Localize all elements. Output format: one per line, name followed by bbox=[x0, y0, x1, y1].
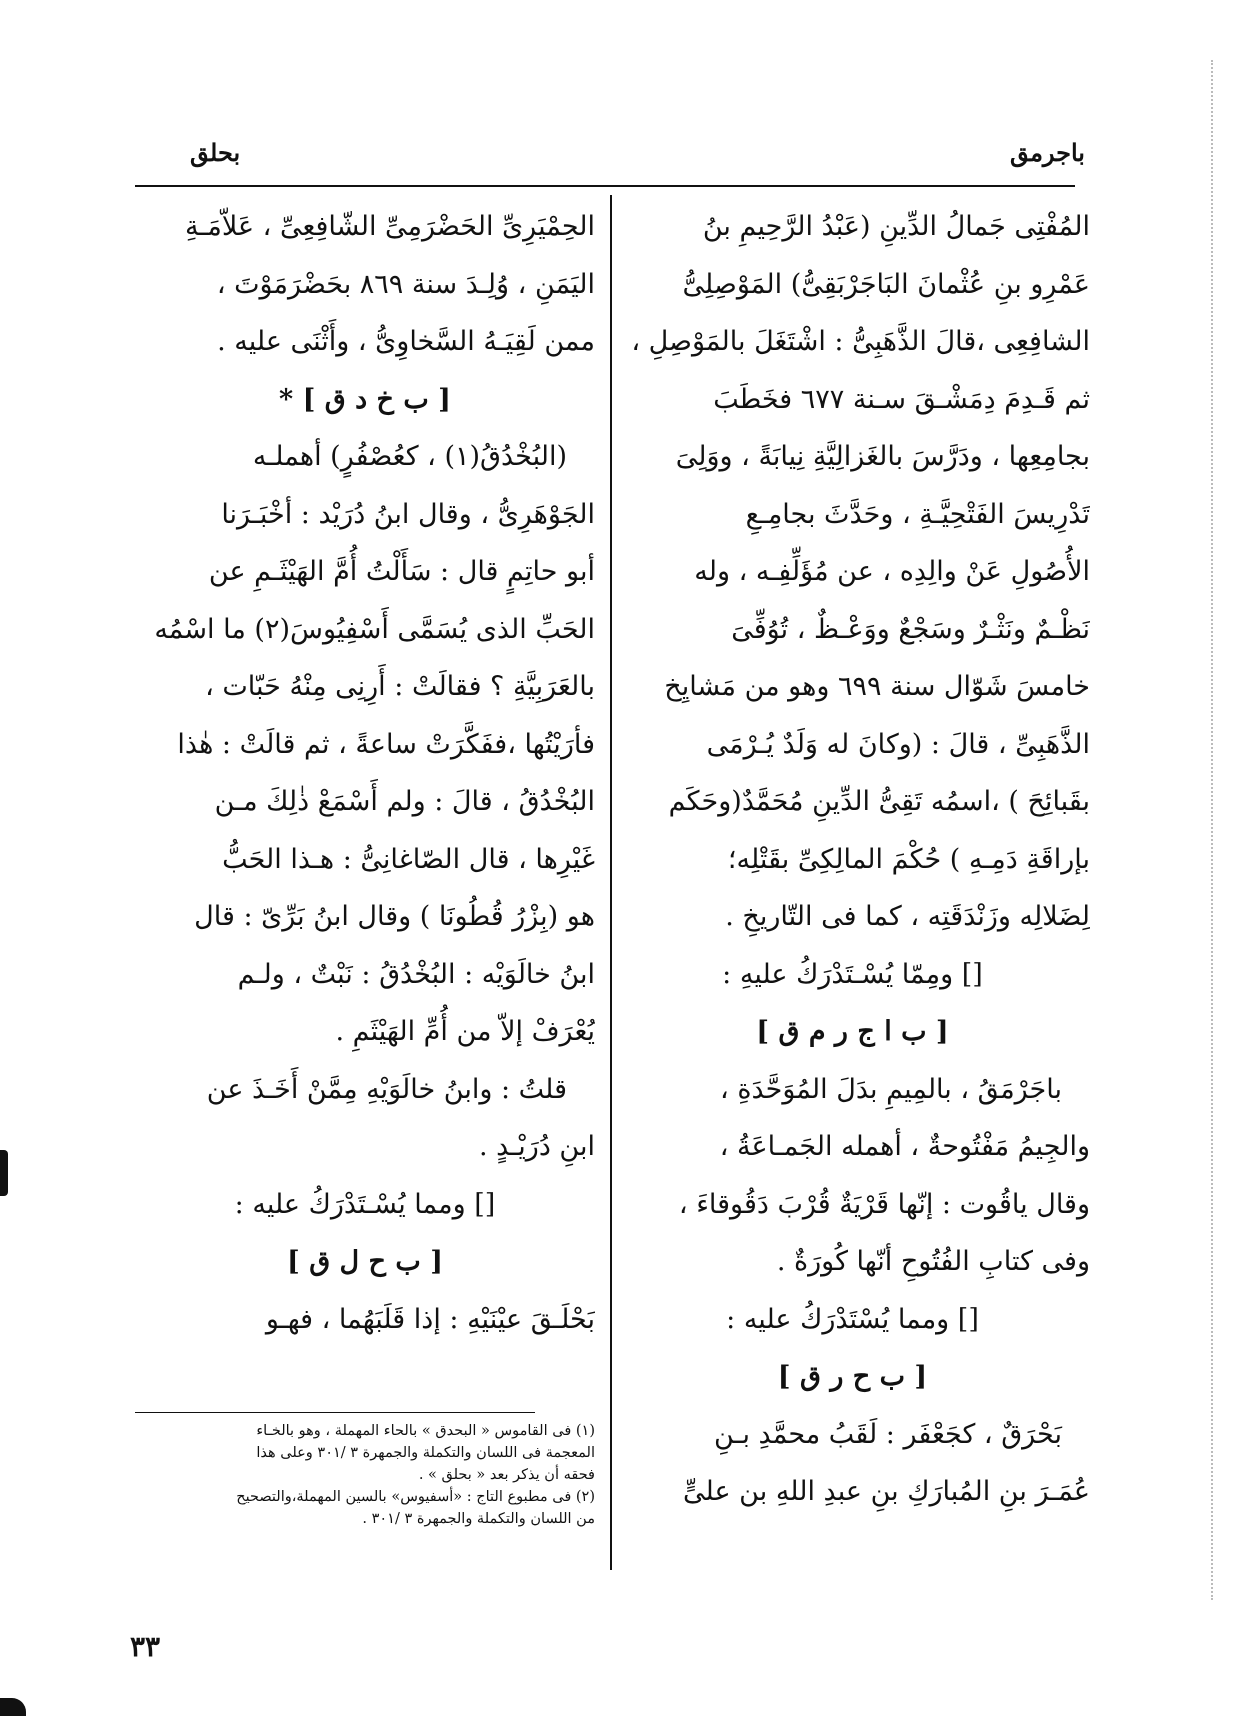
entry-heading: [ ب ح ر ق ] bbox=[777, 1361, 928, 1392]
footnote-line: (٢) فى مطبوع التاج : «أسفيوس» بالسين المهملة،والتصحيح bbox=[236, 1489, 595, 1505]
text-line: (البُخْدُقُ(١) ، كعُصْفُرٍ) أهملـه bbox=[252, 441, 567, 472]
column-divider bbox=[610, 195, 612, 1570]
text-line: بَحْلَـقَ عيْنَيْهِ : إذا قَلَبَهُما ، فهـو bbox=[265, 1303, 595, 1335]
text-line: الحَبِّ الذى يُسَمَّى أَسْفِيُوسَ(٢) ما اسْمُه bbox=[154, 613, 595, 645]
margin-dotted-line bbox=[1211, 60, 1217, 1600]
footnote-line: المعجمة فى اللسان والتكملة والجمهرة ٣ /٣٠١ وعلى هذا bbox=[256, 1445, 595, 1461]
addendum-note: [] ومِمّا يُسْـتَدْرَكُ عليهِ : bbox=[722, 958, 983, 990]
text-line: الحِمْيَرِىِّ الحَضْرَمِىِّ الشّافِعِىِّ ، عَلاّمَـةِ bbox=[185, 211, 595, 242]
footnotes bbox=[135, 1420, 595, 1530]
text-line: غَيْرِها ، قال الصّاغانِىُّ : هـذا الحَبُّ bbox=[222, 843, 595, 875]
footnote-line: (١) فى القاموس « البحدق » بالحاء المهملة ، وهو بالخـاء bbox=[256, 1423, 595, 1439]
text-line: عُمَـرَ بنِ المُبارَكِ بنِ عبدِ اللهِ بن علىٍّ bbox=[683, 1476, 1090, 1507]
entry-heading: [ ب ا ج ر م ق ] bbox=[756, 1016, 949, 1047]
text-line: بجامِعِها ، ودَرَّسَ بالغَزالِيَّةِ نِيابَةً ، ووَلِىَ bbox=[675, 441, 1090, 472]
text-line: ابنُ خالَوَيْه : البُخْدُقُ : نَبْتٌ ، ولـم bbox=[237, 958, 595, 990]
header-rule bbox=[135, 185, 1075, 187]
text-line: المُفْتِى جَمالُ الدِّينِ (عَبْدُ الرَّحِيمِ بنُ bbox=[702, 211, 1090, 242]
text-line: لِضَلالِه وزَنْدَقَتِه ، كما فى التّاريخِ . bbox=[725, 901, 1090, 932]
footnote-rule bbox=[135, 1412, 535, 1413]
text-line: اليَمَنِ ، وُلِـدَ سنة ٨٦٩ بحَضْرَمَوْتَ ، bbox=[216, 268, 595, 300]
text-line: تَدْرِيسَ الفَتْحِيَّـةِ ، وحَدَّثَ بجامِـعِ bbox=[745, 498, 1090, 530]
footnote-line: من اللسان والتكملة والجمهرة ٣ /٣٠١ . bbox=[362, 1511, 595, 1527]
text-line: بَحْرَقٌ ، كجَعْفَر : لَقَبُ محمَّدِ بـنِ bbox=[713, 1418, 1062, 1450]
text-line: أبو حاتِمٍ قال : سَأَلْتُ أُمَّ الهَيْثَـمِ عن bbox=[208, 556, 595, 587]
text-line: ثم قَـدِمَ دِمَشْـقَ سـنة ٦٧٧ فخَطَبَ bbox=[713, 383, 1090, 415]
addendum-note: [] ومما يُسْـتَدْرَكُ عليه : bbox=[234, 1188, 496, 1220]
text-line: الجَوْهَرِىُّ ، وقال ابنُ دُرَيْد : أخْبَـرَنا bbox=[221, 498, 595, 530]
right-column bbox=[615, 198, 1090, 1521]
text-line: بإراقَةِ دَمِـهِ ) حُكْمَ المالِكِىِّ بقَتْلِه؛ bbox=[727, 843, 1090, 875]
addendum-note: [] ومما يُسْتَدْرَكُ عليه : bbox=[726, 1303, 979, 1335]
entry-heading: [ ب ح ل ق ] bbox=[287, 1246, 443, 1277]
text-line: يُعْرَفْ إلاّ من أُمِّ الهَيْثَمِ . bbox=[335, 1016, 595, 1047]
text-line: بقَبائِحَ ) ،اسمُه تَقِىُّ الدِّينِ مُحَمَّدٌ(وحَكَم bbox=[668, 786, 1090, 817]
text-line: الأُصُولِ عَنْ والِدِه ، عن مُؤَلِّفِـه ، وله bbox=[694, 556, 1090, 587]
text-line: فأرَيْتُها ،ففَكَّرَتْ ساعةً ، ثم قالَتْ : هٰذا bbox=[177, 728, 595, 760]
text-line: وفى كتابِ الفُتُوحِ أنّها كُورَةٌ . bbox=[776, 1246, 1090, 1277]
text-line: بالعَرَبِيَّةِ ؟ فقالَتْ : أَرِنِى مِنْهُ حَبّات ، bbox=[205, 671, 595, 702]
text-line: عَمْرِو بنِ عُثْمانَ البَاجَرْبَقِىُّ) المَوْصِلِىُّ bbox=[682, 268, 1090, 300]
text-line: خامسَ شَوّال سنة ٦٩٩ وهو من مَشايِخ bbox=[664, 671, 1090, 702]
text-line: قلتُ : وابنُ خالَوَيْهِ مِمَّنْ أَخَـذَ عن bbox=[206, 1073, 567, 1105]
running-head-left: بحلق bbox=[190, 138, 241, 167]
text-line: نَظْـمٌ ونَثْـرٌ وسَجْعٌ ووَعْـظٌ ، تُوُفِّىَ bbox=[731, 613, 1090, 645]
text-line: البُخْدُقُ ، قالَ : ولم أَسْمَعْ ذٰلِكَ مـن bbox=[214, 786, 595, 817]
footnote-line: فحقه أن يذكر بعد « بحلق » . bbox=[418, 1467, 595, 1483]
page-number: ٣٣ bbox=[130, 1630, 161, 1663]
text-line: وقال ياقُوت : إنّها قَرْيَةٌ قُرْبَ دَقُوقاءَ ، bbox=[678, 1188, 1090, 1220]
scan-edge-mark bbox=[0, 1150, 8, 1196]
scan-corner-mark bbox=[0, 1698, 26, 1716]
running-head-right: باجرمق bbox=[1010, 138, 1085, 167]
text-line: ابنِ دُرَيْـدٍ . bbox=[479, 1131, 595, 1162]
text-line: الذَّهَبِىِّ ، قالَ : (وكانَ له وَلَدٌ يُـرْمَى bbox=[706, 728, 1090, 760]
entry-heading: [ ب خ د ق ] * bbox=[279, 383, 451, 415]
left-column bbox=[135, 198, 595, 1348]
text-line: ممن لَقِيَـهُ السَّخاوِىُّ ، وأَثْنَى عليه . bbox=[217, 326, 595, 357]
text-line: والجِيمُ مَفْتُوحةٌ ، أهمله الجَمـاعَةُ ، bbox=[719, 1131, 1090, 1162]
text-line: هو (بِزْرُ قُطُونَا ) وقال ابنُ بَرِّىّ : قال bbox=[194, 901, 595, 932]
text-line: باجَرْمَقُ ، بالمِيمِ بدَلَ المُوَحَّدَةِ ، bbox=[720, 1073, 1062, 1105]
text-line: الشافِعِى ،قالَ الذَّهَبِىُّ : اشْتَغَلَ بالمَوْصِلِ ، bbox=[631, 326, 1090, 357]
